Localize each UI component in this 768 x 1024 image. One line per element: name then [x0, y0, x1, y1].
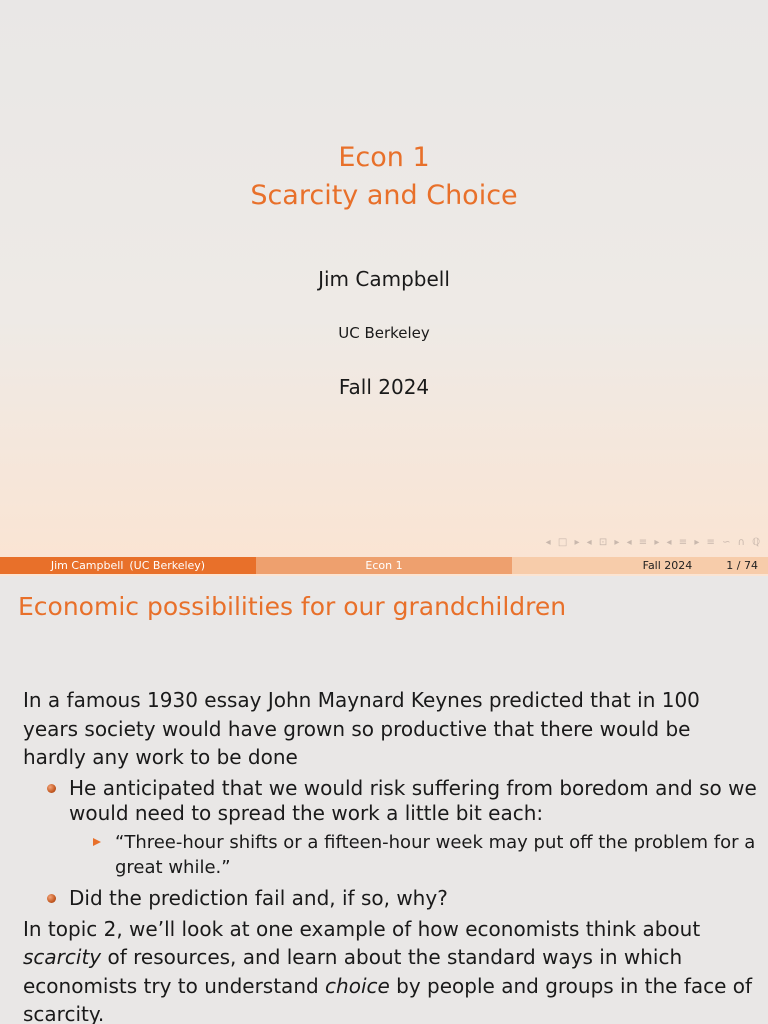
paragraph-text: of resources, and learn about the standard ways in which economists try to understand: [23, 945, 683, 998]
triangle-bullet-icon: [93, 838, 101, 846]
paragraph-text: In topic 2, we’ll look at one example of how economists think about: [23, 916, 701, 941]
list-item: [69, 830, 758, 880]
bullet-ball-icon: [47, 894, 56, 903]
beamer-navigation-icons[interactable]: ◂ □ ▸ ◂ ⊡ ▸ ◂ ≡ ▸ ◂ ≡ ▸ ≡ ∽ ∩ ℚ: [545, 537, 762, 548]
bullet-ball-icon: [47, 784, 56, 793]
footer-date: Fall 2024: [642, 559, 693, 572]
slide-title-line1: Econ 1: [338, 142, 430, 173]
slide-title-line2: Scarcity and Choice: [250, 180, 518, 211]
list-item: [23, 886, 758, 911]
list-item: [23, 776, 758, 880]
presentation-date: Fall 2024: [338, 375, 430, 399]
intro-paragraph: In a famous 1930 essay John Maynard Keynes predicted that in 100 years society would have grown so productive that there would be hardly any work to be done: [23, 688, 700, 769]
bullet-list: [23, 776, 758, 911]
bullet-text: He anticipated that we would risk suffering from boredom and so we would need to spread the work a little bit each:: [69, 775, 757, 825]
footer-page-number: 1 / 74: [726, 559, 758, 572]
institute: UC Berkeley: [338, 324, 430, 342]
footer-title-section: [256, 557, 512, 574]
frame-title: Economic possibilities for our grandchildren: [18, 592, 567, 621]
slide-body: [23, 686, 758, 1024]
slide-footer: [0, 557, 768, 574]
author-name: Jim Campbell: [318, 267, 450, 291]
emphasis-choice: choice: [325, 973, 390, 998]
topic-paragraph: [23, 915, 758, 1024]
footer-short-title: Econ 1: [365, 559, 403, 572]
sub-bullet-list: [69, 830, 758, 880]
emphasis-scarcity: scarcity: [23, 945, 102, 969]
quote-text: “Three-hour shifts or a fifteen-hour week may put off the problem for a great while.”: [115, 831, 756, 878]
footer-date-section: [512, 557, 768, 574]
content-slide: [0, 576, 768, 1024]
footer-author: Jim Campbell: [50, 559, 124, 572]
footer-institute: (UC Berkeley): [129, 559, 206, 572]
bullet-text: Did the prediction fail and, if so, why?: [69, 885, 448, 910]
paragraph-text: by people and groups in the face of scarcity.: [23, 973, 753, 1024]
footer-author-section: [0, 557, 256, 574]
